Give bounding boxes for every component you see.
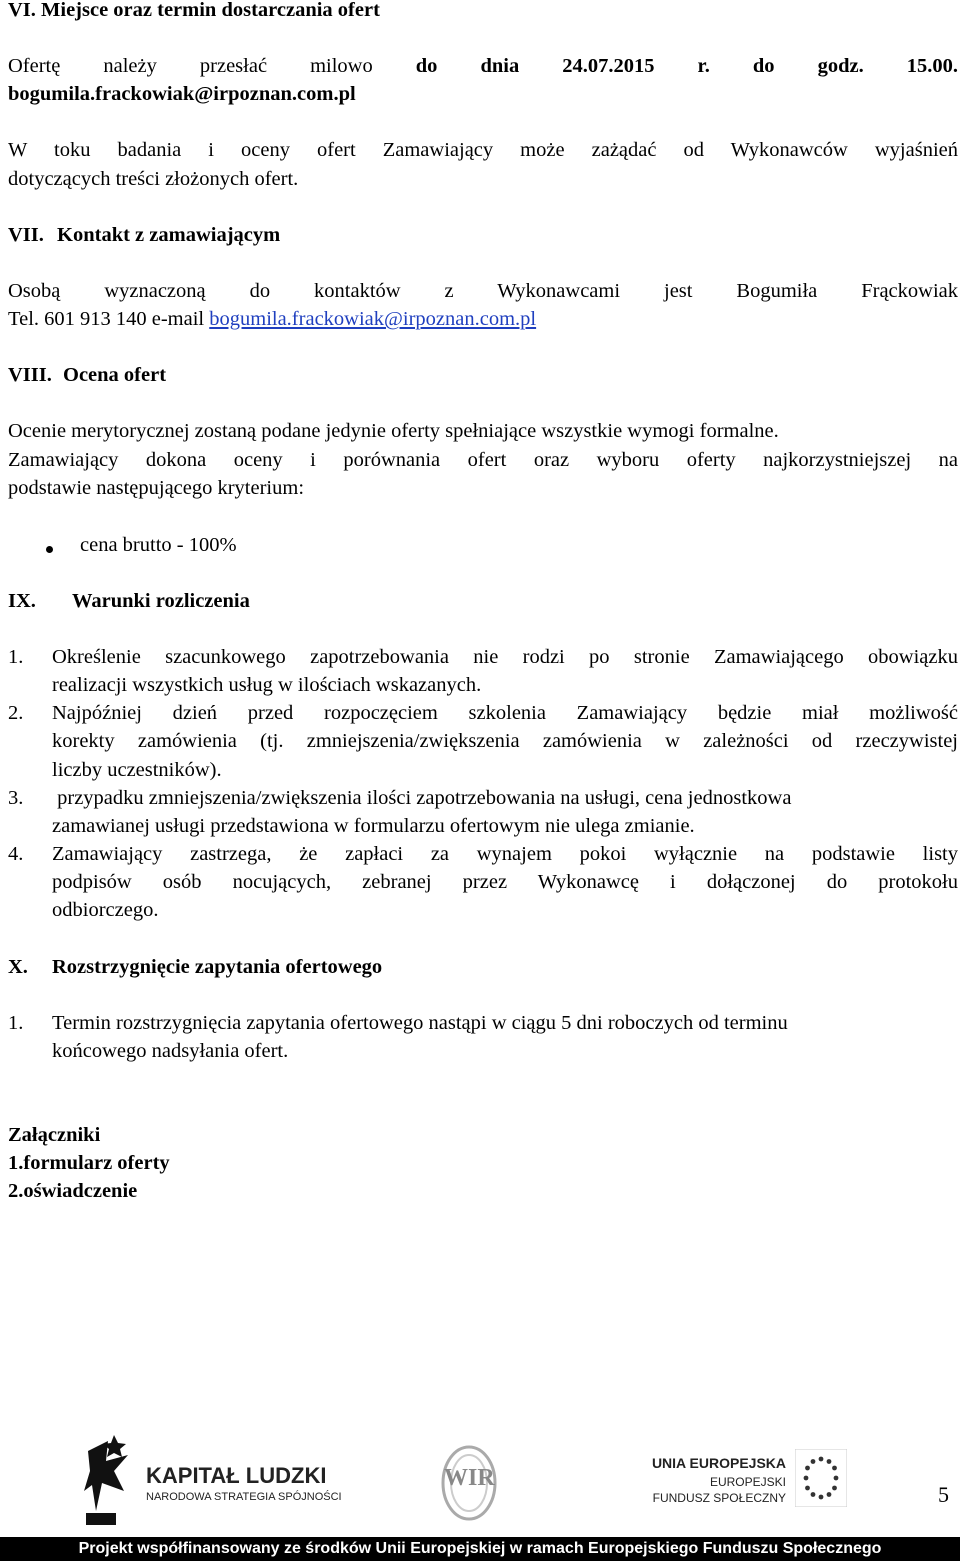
section-number: X. xyxy=(8,956,28,978)
kapital-ludzki-title: KAPITAŁ LUDZKI xyxy=(146,1463,327,1488)
list-item-line: liczby uczestników). xyxy=(52,759,222,781)
list-number: 1. xyxy=(8,1012,24,1034)
paragraph: Ocenie merytorycznej zostaną podane jedynie oferty spełniające wszystkie wymogi formalne. xyxy=(8,420,779,442)
bullet-icon xyxy=(46,546,53,553)
wir-logo-text: WIR xyxy=(444,1465,495,1491)
section-heading: VI. Miejsce oraz termin dostarczania ofert xyxy=(8,0,380,21)
list-item-line: korekty zamówienia (tj. zmniejszenia/zwiększenia zamówienia w zależności od rzeczywistej xyxy=(52,730,958,752)
eu-subtitle: EUROPEJSKI xyxy=(709,1475,786,1489)
kapital-ludzki-logo-icon xyxy=(84,1431,132,1527)
section-number: VIII. xyxy=(8,364,52,386)
list-item-line: Zamawiający zastrzega, że zapłaci za wynajem pokoi wyłącznie na podstawie listy xyxy=(52,843,958,865)
list-item-line: odbiorczego. xyxy=(52,899,159,921)
list-item-line: zamawianej usługi przedstawiona w formularzu ofertowym nie ulega zmianie. xyxy=(52,815,695,837)
section-title: Warunki rozliczenia xyxy=(72,590,250,612)
phone-text: Tel. 601 913 140 e-mail xyxy=(8,308,210,330)
criterion-item: cena brutto - 100% xyxy=(80,534,237,556)
email-plain: bogumila.frackowiak@irpoznan.com.pl xyxy=(8,83,356,105)
list-number: 1. xyxy=(8,646,24,668)
section-number: IX. xyxy=(8,590,36,612)
list-number: 2. xyxy=(8,702,24,724)
list-item-line: Termin rozstrzygnięcia zapytania ofertowego nastąpi w ciągu 5 dni roboczych od terminu xyxy=(52,1012,788,1034)
list-item-line: Najpóźniej dzień przed rozpoczęciem szkolenia Zamawiający będzie miał możliwość xyxy=(52,702,958,724)
footer-logos xyxy=(0,1425,960,1535)
attachments-title: Załączniki xyxy=(8,1124,101,1146)
eu-title: UNIA EUROPEJSKA xyxy=(651,1455,786,1471)
kapital-ludzki-subtitle: NARODOWA STRATEGIA SPÓJNOŚCI xyxy=(146,1491,342,1503)
email-link[interactable]: bogumila.frackowiak@irpoznan.com.pl xyxy=(209,308,537,330)
section-heading xyxy=(8,587,958,615)
eu-subtitle: FUNDUSZ SPOŁECZNY xyxy=(652,1491,786,1505)
list-item-line: przypadku zmniejszenia/zwiększenia ilości zapotrzebowania na usługi, cena jednostkowa xyxy=(52,787,792,809)
list-item-line: Określenie szacunkowego zapotrzebowania nie rodzi po stronie Zamawiającego obowiązku xyxy=(52,646,958,668)
section-title: Kontakt z zamawiającym xyxy=(57,224,281,246)
section-heading xyxy=(8,221,958,249)
deadline-bold: do dnia 24.07.2015 r. do godz. 15.00. xyxy=(415,55,958,77)
list-number: 3. xyxy=(8,787,24,809)
section-title: Rozstrzygnięcie zapytania ofertowego xyxy=(52,956,383,978)
section-heading xyxy=(8,361,958,389)
footer-banner-text: Projekt współfinansowany ze środków Unii Europejskiej w ramach Europejskiego Funduszu Społecznego xyxy=(78,1540,882,1557)
deadline-line xyxy=(8,52,958,80)
list-item-line: końcowego nadsyłania ofert. xyxy=(52,1040,289,1062)
eu-flag-icon xyxy=(795,1449,847,1507)
paragraph: Zamawiający dokona oceny i porównania ofert oraz wyboru oferty najkorzystniejszej na xyxy=(8,449,958,471)
list-item-line: realizacji wszystkich usług w ilościach wskazanych. xyxy=(52,674,482,696)
paragraph: W toku badania i oceny ofert Zamawiający może zażądać od Wykonawców wyjaśnień xyxy=(8,139,958,161)
contact-line: Osobą wyznaczoną do kontaktów z Wykonawcami jest Bogumiła Frąckowiak xyxy=(8,280,958,302)
list-item-line: podpisów osób nocujących, zebranej przez Wykonawcę i dołączonej do protokołu xyxy=(52,871,958,893)
page-number: 5 xyxy=(938,1482,949,1507)
footer-banner xyxy=(0,1537,960,1561)
paragraph: podstawie następującego kryterium: xyxy=(8,477,305,499)
paragraph: dotyczących treści złożonych ofert. xyxy=(8,168,299,190)
attachment-item: 1.formularz oferty xyxy=(8,1152,170,1174)
attachment-item: 2.oświadczenie xyxy=(8,1180,138,1202)
list-number: 4. xyxy=(8,843,24,865)
contact-line xyxy=(8,305,958,333)
section-number: VII. xyxy=(8,224,44,246)
section-title: Ocena ofert xyxy=(63,364,167,386)
deadline-text: Ofertę należy przesłać milowo xyxy=(8,55,416,77)
